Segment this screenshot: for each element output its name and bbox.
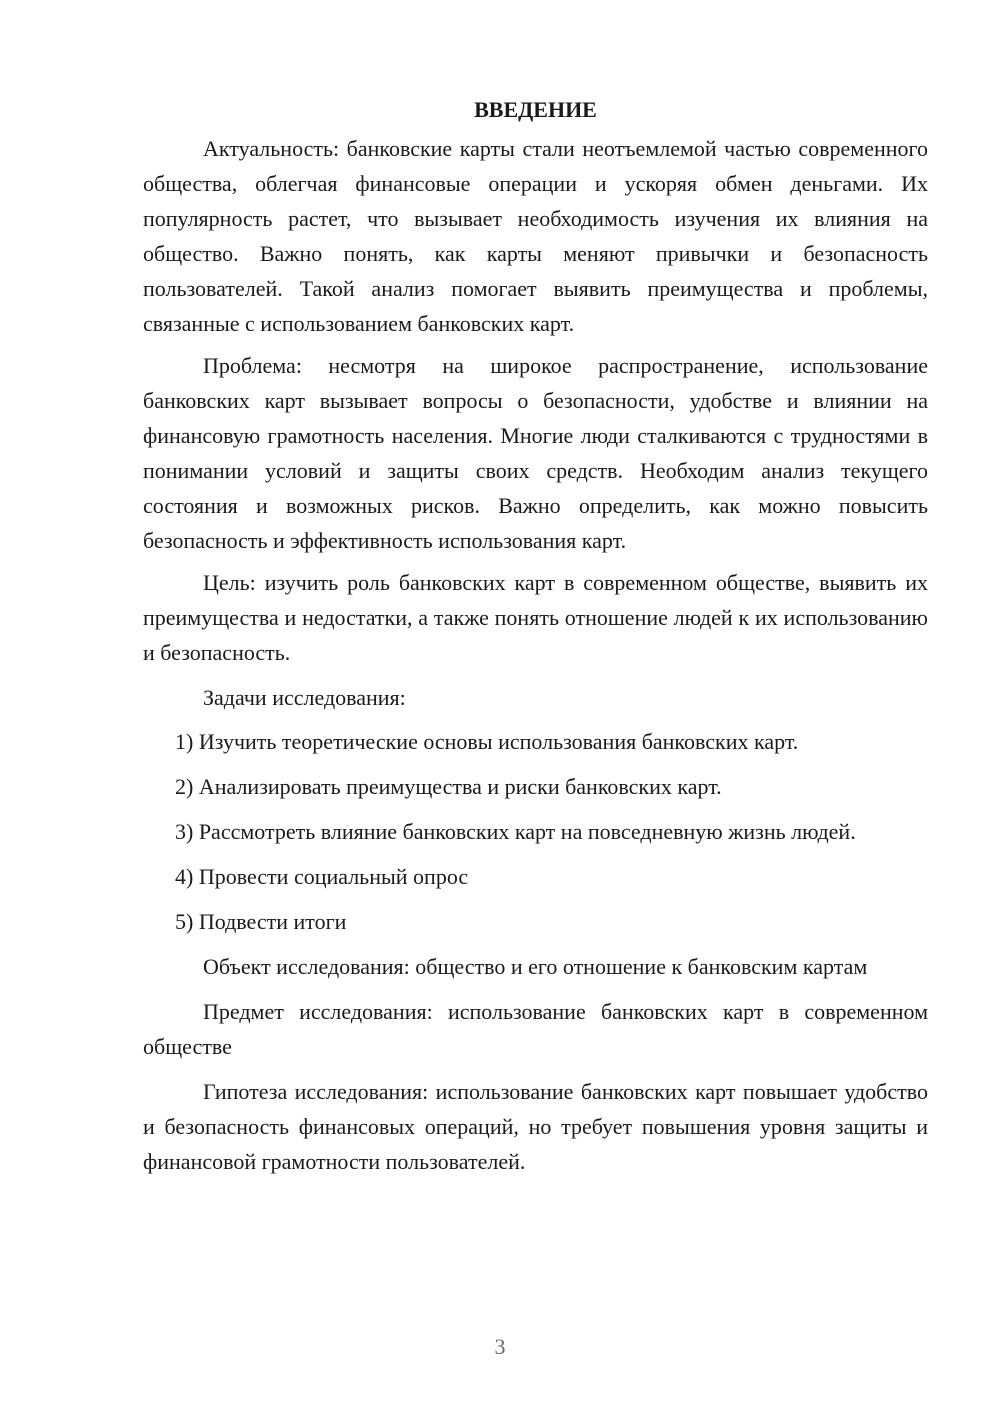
paragraph-problem: Проблема: несмотря на широкое распространение, использование банковских карт вызывает вопросы о безопасности, удобстве и влиянии на финансовую грамотность населения. Многие люди сталкиваются с трудностями в понимании условий и защиты своих средств. Необходим анализ текущего состояния и возможных рисков. Важно определить, как можно повысить безопасность и эффективность использования карт. bbox=[143, 353, 928, 553]
tasks-heading: Задачи исследования: bbox=[203, 685, 406, 710]
paragraph-subject: Предмет исследования: использование банковских карт в современном обществе bbox=[143, 999, 928, 1059]
section-title: ВВЕДЕНИЕ bbox=[474, 97, 597, 122]
paragraph-object: Объект исследования: общество и его отношение к банковским картам bbox=[203, 954, 868, 979]
task-item-1: 1) Изучить теоретические основы использования банковских карт. bbox=[175, 729, 799, 754]
task-item-4: 4) Провести социальный опрос bbox=[175, 864, 469, 889]
document-page bbox=[143, 92, 928, 1189]
paragraph-goal: Цель: изучить роль банковских карт в современном обществе, выявить их преимущества и недостатки, а также понять отношение людей к их использованию и безопасность. bbox=[143, 570, 928, 665]
paragraph-relevance: Актуальность: банковские карты стали неотъемлемой частью современного общества, облегчая финансовые операции и ускоряя обмен деньгами. Их популярность растет, что вызывает необходимость изучения их влияния на общество. Важно понять, как карты меняют привычки и безопасность пользователей. Такой анализ помогает выявить преимущества и проблемы, связанные с использованием банковских карт. bbox=[143, 136, 928, 336]
page-number: 3 bbox=[494, 1334, 506, 1359]
task-item-5: 5) Подвести итоги bbox=[175, 909, 347, 934]
task-item-2: 2) Анализировать преимущества и риски банковских карт. bbox=[175, 774, 722, 799]
task-item-3: 3) Рассмотреть влияние банковских карт на повседневную жизнь людей. bbox=[175, 819, 856, 844]
paragraph-hypothesis: Гипотеза исследования: использование банковских карт повышает удобство и безопасность финансовых операций, но требует повышения уровня защиты и финансовой грамотности пользователей. bbox=[143, 1079, 928, 1174]
